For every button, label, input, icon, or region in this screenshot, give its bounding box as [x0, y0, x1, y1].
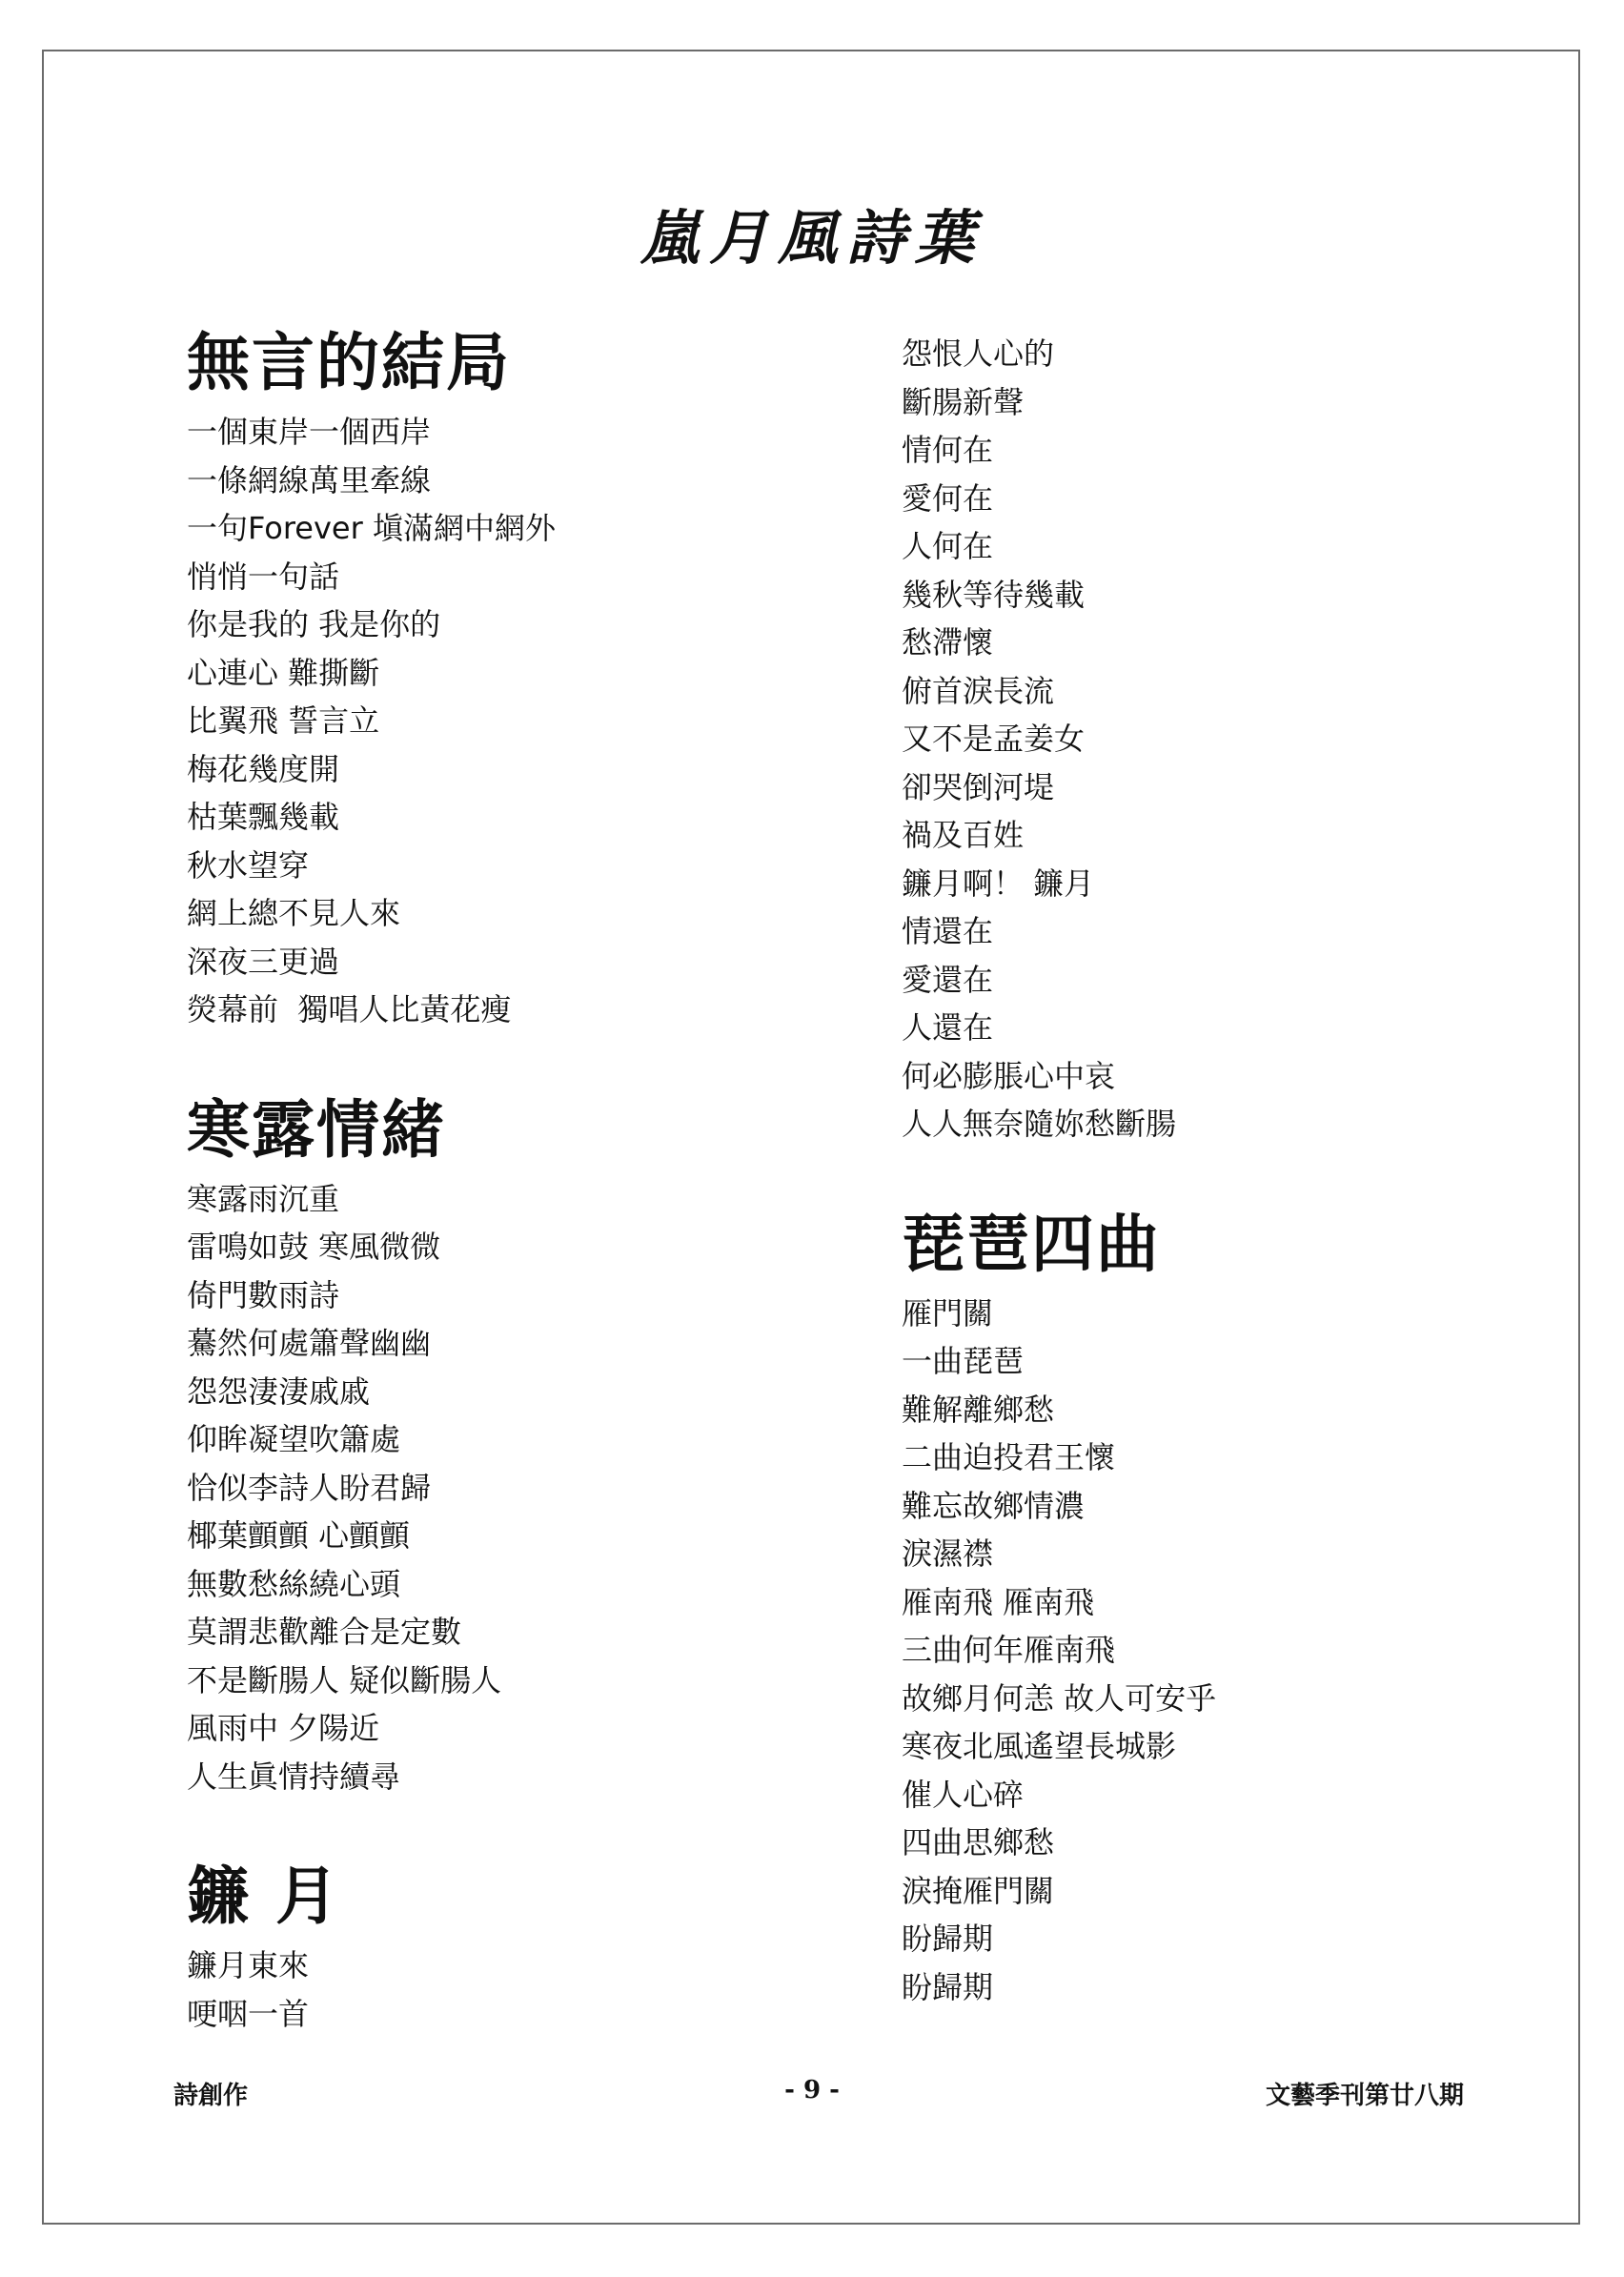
- poem-line: 人生眞情持續尋: [187, 1758, 401, 1795]
- poem-line: 不是斷腸人 疑似斷腸人: [187, 1661, 502, 1698]
- poem: [187, 1091, 873, 1801]
- poem-title: 鐮 月: [187, 1859, 340, 1933]
- page-title: 嵐月風詩葉: [639, 203, 984, 273]
- poem-line: 一個東岸一個西岸: [187, 414, 432, 450]
- poem-line: 斷腸新聲: [902, 383, 1025, 420]
- poem-line: 雁門關: [902, 1294, 994, 1332]
- poem-line: 比翼飛 誓言立: [187, 702, 380, 739]
- poem-title: 無言的結局: [187, 325, 511, 399]
- footer-page-number: - 9 -: [784, 2076, 840, 2104]
- poem-line: 風雨中 夕陽近: [187, 1710, 380, 1746]
- poem-line: 難解離鄉愁: [902, 1391, 1055, 1428]
- poem-line: 莫謂悲歡離合是定數: [187, 1614, 462, 1650]
- poem-line: 哽咽一首: [187, 1995, 310, 2032]
- poem-line: 俯首淚長流: [902, 672, 1055, 709]
- poem-line: 二曲迫投君王懷: [902, 1439, 1116, 1475]
- poem-line: 又不是孟姜女: [902, 721, 1086, 757]
- poem-line: 一條網線萬里牽線: [187, 461, 432, 498]
- poem-line: 悄悄一句話: [187, 558, 340, 595]
- poem-line: 無數愁絲繞心頭: [187, 1565, 401, 1602]
- poem-line: 盼歸期: [902, 1921, 994, 1957]
- left-column: [187, 324, 873, 2095]
- poem-line: 梅花幾度開: [187, 750, 340, 787]
- poem-line: 熒幕前 獨唱人比黃花瘦: [187, 991, 512, 1027]
- poem-line: 淚濕襟: [902, 1535, 994, 1572]
- poem-title: 寒露情緒: [187, 1091, 446, 1167]
- poem: [902, 1206, 1588, 2012]
- poem-line: 難忘故鄉情濃: [902, 1487, 1086, 1524]
- poem-line: 怨怨淒淒戚戚: [187, 1372, 371, 1410]
- poem-line: 愛還在: [902, 961, 994, 998]
- poem-line: 淚掩雁門關: [902, 1872, 1055, 1909]
- poem-line: 驀然何處簫聲幽幽: [187, 1325, 432, 1361]
- poem-line: 網上總不見人來: [187, 895, 401, 931]
- poem-line: 何必膨脹心中哀: [902, 1057, 1116, 1094]
- poem-line: 怨恨人心的: [902, 335, 1055, 372]
- poem-line: 鐮月啊！ 鐮月: [902, 864, 1095, 902]
- poem-line: 椰葉顫顫 心顫顫: [187, 1517, 411, 1554]
- poem: [187, 324, 873, 1034]
- poem-line: 卻哭倒河堤: [902, 768, 1055, 805]
- poem-line: 盼歸期: [902, 1968, 994, 2005]
- poem-line: 三曲何年雁南飛: [902, 1632, 1116, 1668]
- poem-line: 雁南飛 雁南飛: [902, 1583, 1095, 1620]
- poem-line: 仰眸凝望吹簫處: [187, 1421, 401, 1457]
- poem-line: 恰似李詩人盼君歸: [187, 1469, 432, 1506]
- footer-section-label: 詩創作: [173, 2082, 249, 2110]
- poem-line: 愁滯懷: [902, 624, 994, 661]
- poem-line: 禍及百姓: [902, 817, 1025, 853]
- poem-line: 人何在: [902, 528, 994, 564]
- right-column: [902, 330, 1588, 2068]
- poem-line: 四曲思鄉愁: [902, 1824, 1055, 1860]
- poem-line: 幾秋等待幾載: [902, 576, 1086, 613]
- poem-line: 一曲琵琶: [902, 1343, 1025, 1379]
- poem-line: 倚門數雨詩: [187, 1276, 340, 1313]
- poem-line: 寒露雨沉重: [187, 1180, 340, 1217]
- poem-line: 故鄉月何恙 故人可安乎: [902, 1679, 1217, 1717]
- poem-line: 秋水望穿: [187, 846, 310, 884]
- poem-line: 鐮月東來: [187, 1947, 310, 1983]
- poem-line: 深夜三更過: [187, 943, 340, 980]
- poem-line: 愛何在: [902, 479, 994, 517]
- poem-line: 一句Forever 塡滿網中網外: [187, 510, 556, 546]
- poem-line: 人還在: [902, 1009, 994, 1046]
- poem-line: 寒夜北風遙望長城影: [902, 1728, 1177, 1764]
- poem-line: 情還在: [902, 913, 994, 949]
- poem-line: 心連心 難撕斷: [187, 654, 380, 691]
- poem-line: 雷鳴如鼓 寒風微微: [187, 1229, 441, 1265]
- poem-line: 枯葉飄幾載: [187, 799, 340, 835]
- poem-line: 催人心碎: [902, 1776, 1025, 1813]
- poem-line: 人人無奈隨妳愁斷腸: [902, 1106, 1177, 1142]
- poem: [902, 330, 1588, 1149]
- poem-line: 情何在: [902, 432, 994, 468]
- poem-title: 琵琶四曲: [902, 1206, 1161, 1281]
- footer-publication: 文藝季刊第廿八期: [1265, 2082, 1464, 2110]
- poem-line: 你是我的 我是你的: [187, 606, 441, 642]
- poem: [187, 1858, 873, 2038]
